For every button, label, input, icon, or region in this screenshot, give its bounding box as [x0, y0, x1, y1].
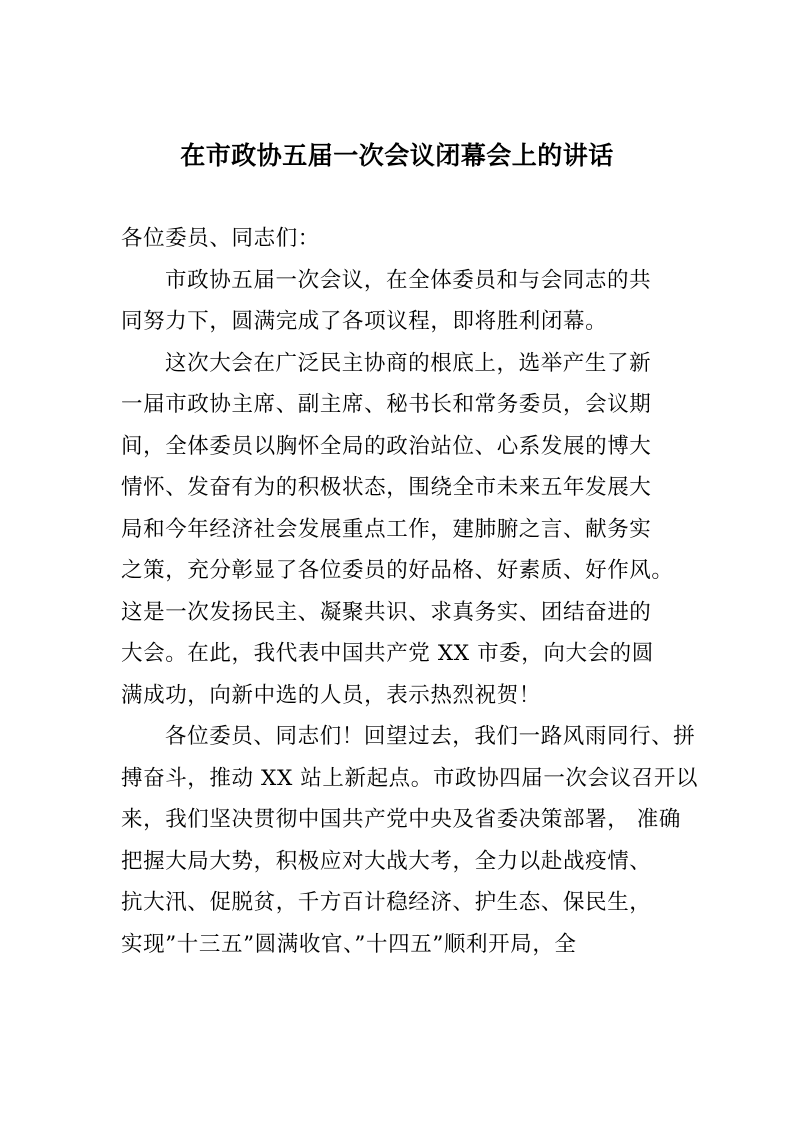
- document-body: [121, 218, 699, 965]
- paragraph-line: 来，我们坚决贯彻中国共产党中央及省委决策部署， 准确: [121, 807, 681, 832]
- paragraph-line: 情怀、发奋有为的积极状态，围绕全市未来五年发展大: [121, 475, 652, 500]
- paragraph-line: 大会。在此，我代表中国共产党 XX 市委，向大会的圆: [121, 641, 654, 666]
- paragraph-line: 这次大会在广泛民主协商的根底上，选举产生了新: [165, 350, 652, 376]
- paragraph-line: 局和今年经济社会发展重点工作，建肺腑之言、献务实: [121, 516, 652, 542]
- paragraph-line: 间，全体委员以胸怀全局的政治站位、心系发展的博大: [121, 433, 652, 459]
- paragraph-line: 一届市政协主席、副主席、秘书长和常务委员，会议期: [121, 392, 652, 417]
- salutation-line: 各位委员、同志们：: [121, 226, 320, 251]
- paragraph-line: 搏奋斗，推动 XX 站上新起点。市政协四届一次会议召开以: [121, 765, 699, 791]
- paragraph-line: 抗大汛、促脱贫，千方百计稳经济、护生态、保民生，: [121, 890, 652, 915]
- paragraph-line: 满成功，向新中选的人员，表示热烈祝贺！: [121, 682, 541, 708]
- paragraph-line: 同努力下，圆满完成了各项议程，即将胜利闭幕。: [121, 309, 608, 334]
- paragraph-line: 各位委员、同志们！回望过去，我们一路风雨同行、拼: [165, 724, 696, 749]
- document-title: 在市政协五届一次会议闭幕会上的讲话: [180, 141, 614, 170]
- paragraph-line: 把握大局大势，积极应对大战大考，全力以赴战疫情、: [121, 848, 652, 874]
- paragraph-line: 市政协五届一次会议，在全体委员和与会同志的共: [165, 267, 652, 293]
- paragraph-line: 这是一次发扬民主、凝聚共识、求真务实、团结奋进的: [121, 599, 652, 625]
- paragraph-line: 实现”十三五”圆满收官、”十四五”顺利开局，全: [121, 931, 577, 957]
- paragraph-line: 之策，充分彰显了各位委员的好品格、好素质、好作风。: [121, 558, 674, 583]
